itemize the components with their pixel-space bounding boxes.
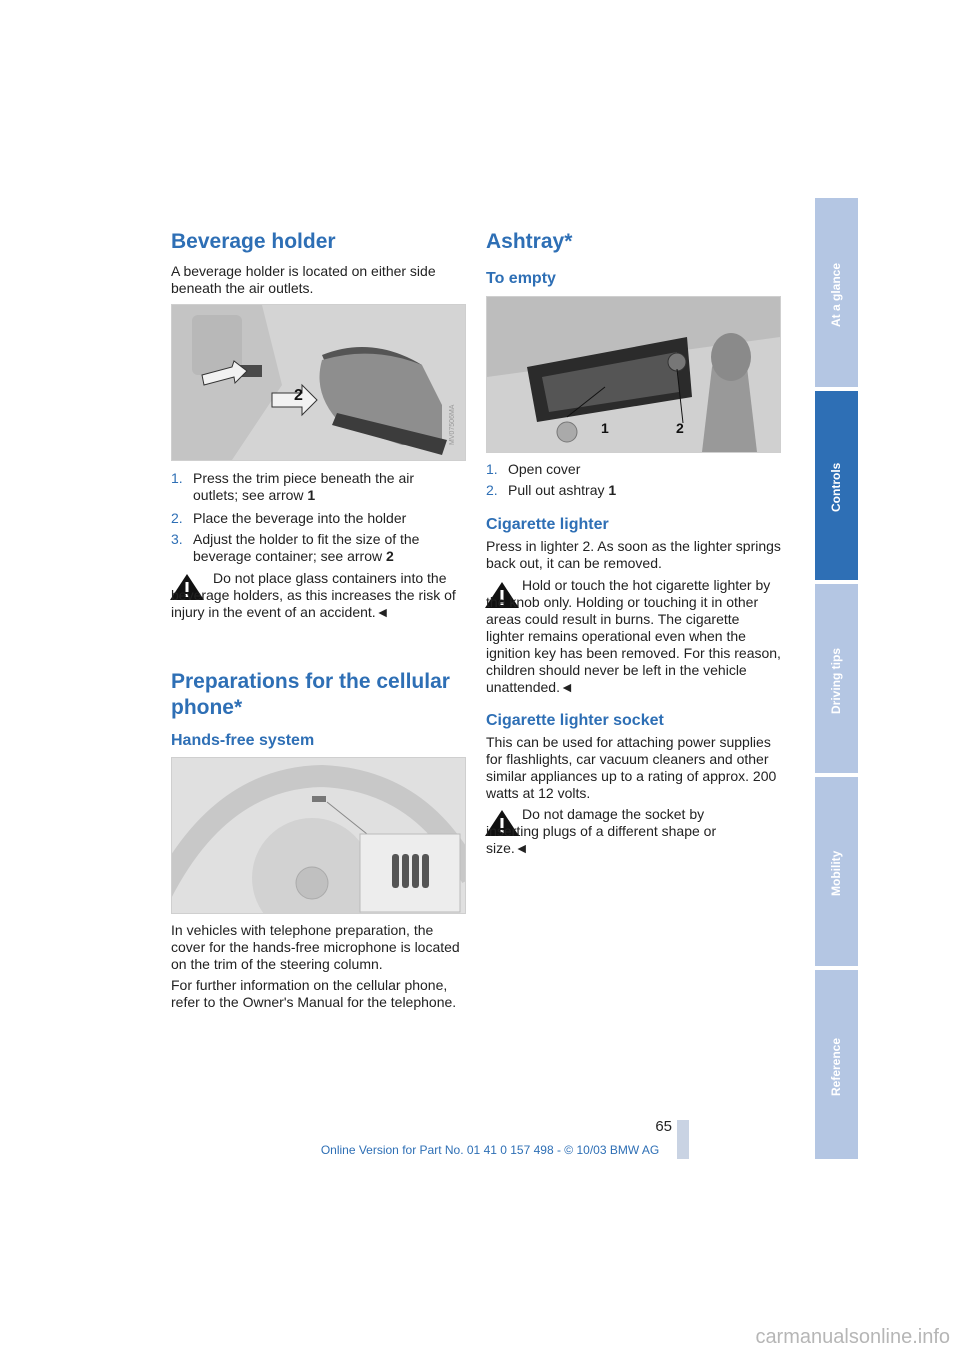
page-number: 65	[655, 1118, 672, 1135]
step-text: Adjust the holder to fit the size of the beverage container; see arrow	[193, 531, 420, 564]
tab-label: Reference	[829, 1037, 843, 1096]
tab-label: Driving tips	[829, 647, 843, 714]
lighter-text: Press in lighter 2. As soon as the lighter springs back out, it can be removed.	[486, 538, 781, 571]
hands-free-para1: In vehicles with telephone preparation, the cover for the hands-free microphone is located on the trim of the steering column.	[171, 922, 460, 972]
step-ref: 1	[608, 482, 617, 498]
step-text: Place the beverage into the holder	[193, 510, 407, 526]
ashtray-illustration	[487, 297, 780, 452]
list-item	[171, 531, 466, 565]
step-number: 1.	[171, 470, 183, 486]
socket-text: This can be used for attaching power supplies for flashlights, car vacuum cleaners and other similar appliances up to a rating of approx. 200 watts at 12 volts.	[486, 734, 777, 801]
step-ref: 2	[386, 548, 394, 564]
cellular-phone-heading: Preparations for the cellular phone*	[171, 670, 450, 719]
hands-free-subheading: Hands-free system	[171, 732, 315, 749]
hands-free-para2: For further information on the cellular phone, refer to the Owner's Manual for the telephone.	[171, 977, 457, 1010]
list-item	[486, 461, 781, 478]
step-number: 2.	[171, 510, 183, 526]
step-number: 3.	[171, 531, 183, 547]
watermark: carmanualsonline.info	[755, 1326, 950, 1348]
list-item	[171, 510, 466, 527]
list-item	[171, 470, 466, 504]
step-number: 1.	[486, 461, 498, 477]
beverage-warning: Do not place glass containers into the beverage holders, as this increases the risk of injury in the event of an accident.◄	[171, 570, 456, 620]
tab-label: At a glance	[829, 262, 843, 327]
step-text: Pull out ashtray	[508, 482, 609, 498]
tab-label: Mobility	[829, 850, 843, 897]
ashtray-photo	[486, 296, 781, 453]
to-empty-subheading: To empty	[486, 270, 556, 287]
socket-subheading: Cigarette lighter socket	[486, 712, 664, 729]
ashtray-heading: Ashtray*	[486, 230, 573, 253]
steering-wheel-illustration	[172, 758, 465, 913]
socket-warning: Do not damage the socket by inserting plugs of a different shape or size.◄	[486, 806, 717, 856]
footer-text: Online Version for Part No. 01 41 0 157 498 - © 10/03 BMW AG	[320, 1143, 660, 1157]
photo-callout-2: 2	[294, 387, 303, 404]
step-text: Press the trim piece beneath the air outlets; see arrow	[193, 470, 415, 503]
step-text: Open cover	[508, 461, 581, 477]
beverage-holder-illustration	[172, 305, 465, 460]
beverage-intro: A beverage holder is located on either side beneath the air outlets.	[171, 263, 436, 296]
list-item	[486, 482, 781, 499]
cigarette-lighter-subheading: Cigarette lighter	[486, 516, 609, 533]
hands-free-photo	[171, 757, 466, 914]
photo-label-2: 2	[676, 420, 684, 436]
lighter-warning: Hold or touch the hot cigarette lighter by the knob only. Holding or touching it in other areas could result in burns. The cigarette lighter remains operational even when the ignition key has been removed. For this reason, children should never be left in the vehicle unattended.◄	[486, 577, 781, 695]
beverage-holder-photo	[171, 304, 466, 461]
beverage-holder-heading: Beverage holder	[171, 230, 336, 253]
tab-label: Controls	[829, 462, 843, 513]
svg-text:MV07506MA: MV07506MA	[449, 404, 456, 445]
photo-label-1: 1	[601, 420, 609, 436]
step-number: 2.	[486, 482, 498, 498]
step-ref: 1	[307, 487, 316, 503]
